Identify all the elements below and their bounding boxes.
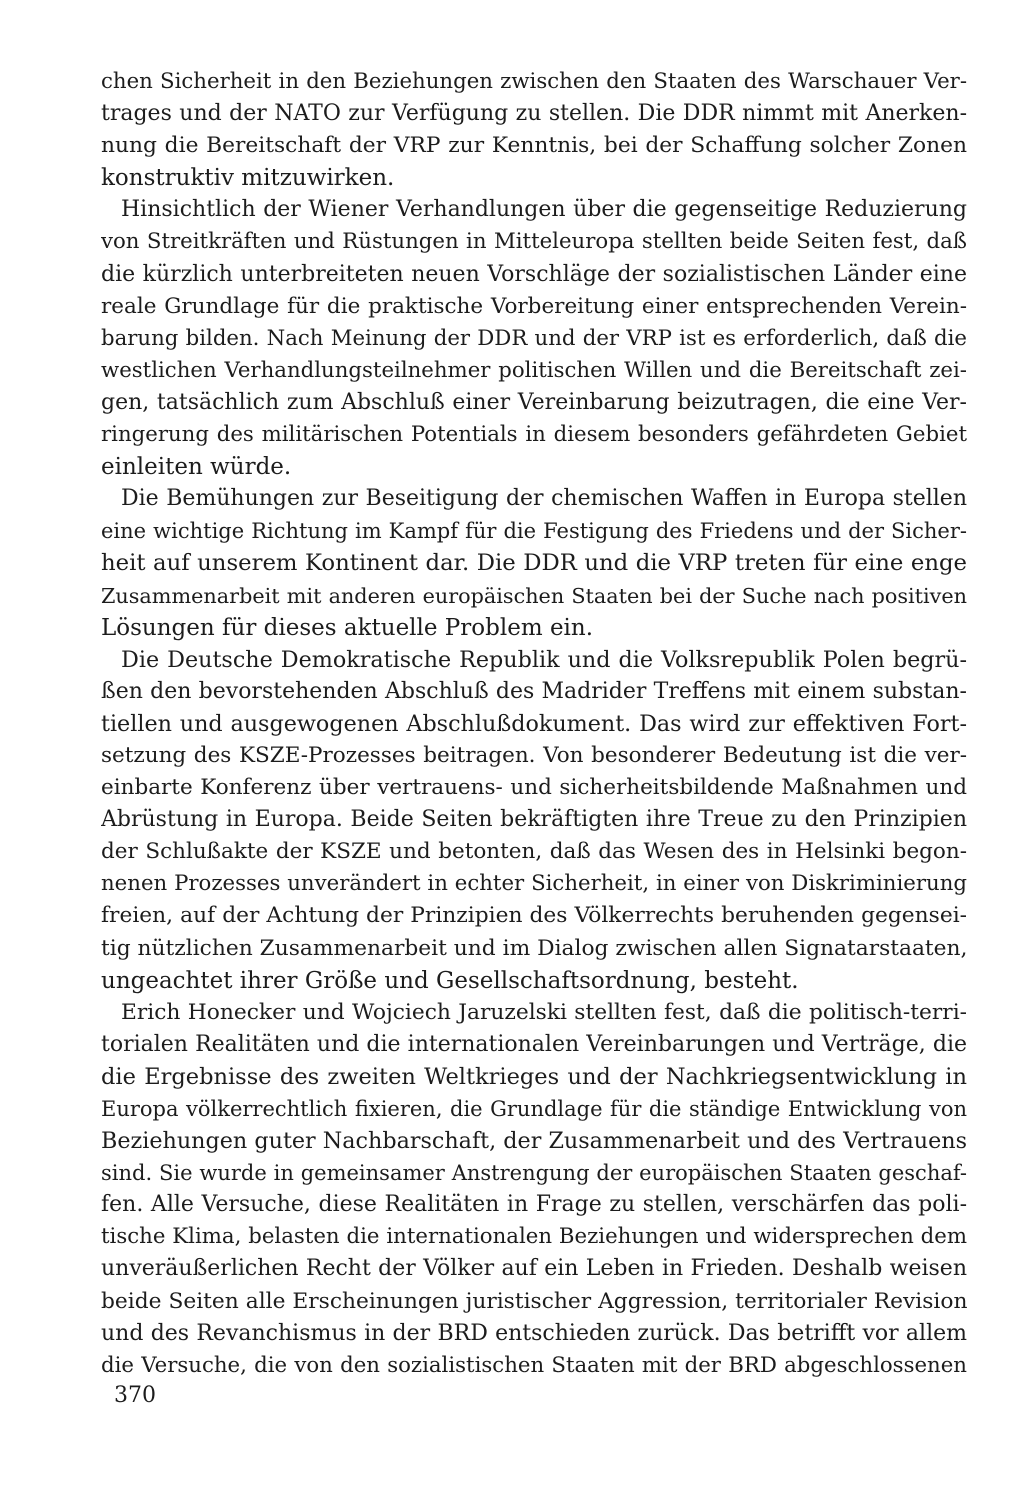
text-line: trages und der NATO zur Verfügung zu stellen. Die DDR nimmt mit Anerken-: [101, 101, 967, 127]
text-line: ßen den bevorstehenden Abschluß des Madrider Treffens mit einem substan-: [101, 678, 967, 704]
text-line: westlichen Verhandlungsteilnehmer politischen Willen und die Bereitschaft zei-: [101, 357, 967, 383]
text-line: einbarte Konferenz über vertrauens- und sicherheitsbildende Maßnahmen und: [101, 775, 967, 801]
text-line: tische Klima, belasten die internationalen Beziehungen und widersprechen dem: [101, 1224, 967, 1250]
text-line: Die Bemühungen zur Beseitigung der chemischen Waffen in Europa stellen: [121, 486, 967, 512]
text-line: die Versuche, die von den sozialistischen Staaten mit der BRD abgeschlossenen: [101, 1352, 967, 1378]
paragraph: [101, 483, 967, 643]
paragraph: [101, 66, 967, 194]
text-line: gen, tatsächlich zum Abschluß einer Vereinbarung beizutragen, die eine Ver-: [101, 389, 967, 415]
paragraph: [101, 194, 967, 483]
text-line: eine wichtige Richtung im Kampf für die Festigung des Friedens und der Sicher-: [101, 519, 967, 544]
text-line: die kürzlich unterbreiteten neuen Vorschläge der sozialistischen Länder eine: [101, 261, 967, 287]
text-line: konstruktiv mitzuwirken.: [101, 165, 395, 192]
text-line: und des Revanchismus in der BRD entschieden zurück. Das betrifft vor allem: [101, 1320, 967, 1346]
text-line: Europa völkerrechtlich fixieren, die Grundlage für die ständige Entwicklung von: [101, 1097, 967, 1121]
text-line: torialen Realitäten und die internationalen Vereinbarungen und Verträge, die: [101, 1031, 967, 1057]
text-line: der Schlußakte der KSZE und betonten, daß das Wesen des in Helsinki begon-: [101, 839, 967, 865]
text-line: tiellen und ausgewogenen Abschlußdokument. Das wird zur effektiven Fort-: [101, 710, 967, 737]
page-number: 370: [114, 1383, 156, 1408]
text-line: unveräußerlichen Recht der Völker auf ein Leben in Frieden. Deshalb weisen: [101, 1256, 967, 1282]
paragraph: [101, 997, 967, 1382]
text-line: Lösungen für dieses aktuelle Problem ein.: [101, 614, 594, 641]
text-line: reale Grundlage für die praktische Vorbereitung einer entsprechenden Verein-: [101, 293, 967, 319]
body-text: [101, 66, 967, 1382]
text-line: sind. Sie wurde in gemeinsamer Anstrengung der europäischen Staaten geschaf-: [101, 1161, 967, 1186]
text-line: Beziehungen guter Nachbarschaft, der Zusammenarbeit und des Vertrauens: [101, 1128, 967, 1155]
text-line: Erich Honecker und Wojciech Jaruzelski stellten fest, daß die politisch-terri-: [121, 999, 967, 1025]
text-line: fen. Alle Versuche, diese Realitäten in Frage zu stellen, verschärfen das poli-: [101, 1192, 967, 1218]
text-line: setzung des KSZE-Prozesses beitragen. Von besonderer Bedeutung ist die ver-: [101, 742, 967, 768]
text-line: ungeachtet ihrer Größe und Gesellschaftsordnung, besteht.: [101, 967, 799, 994]
text-line: tig nützlichen Zusammenarbeit und im Dialog zwischen allen Signatarstaaten,: [101, 935, 967, 961]
text-line: Die Deutsche Demokratische Republik und die Volksrepublik Polen begrü-: [121, 646, 967, 673]
text-line: nung die Bereitschaft der VRP zur Kenntnis, bei der Schaffung solcher Zonen: [101, 133, 967, 159]
text-line: ringerung des militärischen Potentials in diesem besonders gefährdeten Gebiet: [101, 422, 967, 448]
text-line: von Streitkräften und Rüstungen in Mitteleuropa stellten beide Seiten fest, daß: [101, 229, 967, 255]
text-line: nenen Prozesses unverändert in echter Sicherheit, in einer von Diskriminierung: [101, 871, 967, 897]
text-line: heit auf unserem Kontinent dar. Die DDR und die VRP treten für eine enge: [101, 550, 967, 577]
text-line: die Ergebnisse des zweiten Weltkrieges und der Nachkriegsentwicklung in: [101, 1063, 967, 1090]
text-line: Abrüstung in Europa. Beide Seiten bekräftigten ihre Treue zu den Prinzipien: [101, 807, 967, 833]
paragraph: [101, 644, 967, 997]
text-line: Zusammenarbeit mit anderen europäischen Staaten bei der Suche nach positiven: [101, 583, 967, 608]
text-line: freien, auf der Achtung der Prinzipien des Völkerrechts beruhenden gegensei-: [101, 903, 967, 929]
text-line: chen Sicherheit in den Beziehungen zwischen den Staaten des Warschauer Ver-: [101, 69, 967, 94]
text-line: einleiten würde.: [101, 454, 292, 481]
text-line: beide Seiten alle Erscheinungen juristischer Aggression, territorialer Revision: [101, 1288, 967, 1314]
text-line: barung bilden. Nach Meinung der DDR und der VRP ist es erforderlich, daß die: [101, 325, 967, 351]
text-line: Hinsichtlich der Wiener Verhandlungen über die gegenseitige Reduzierung: [121, 197, 967, 223]
